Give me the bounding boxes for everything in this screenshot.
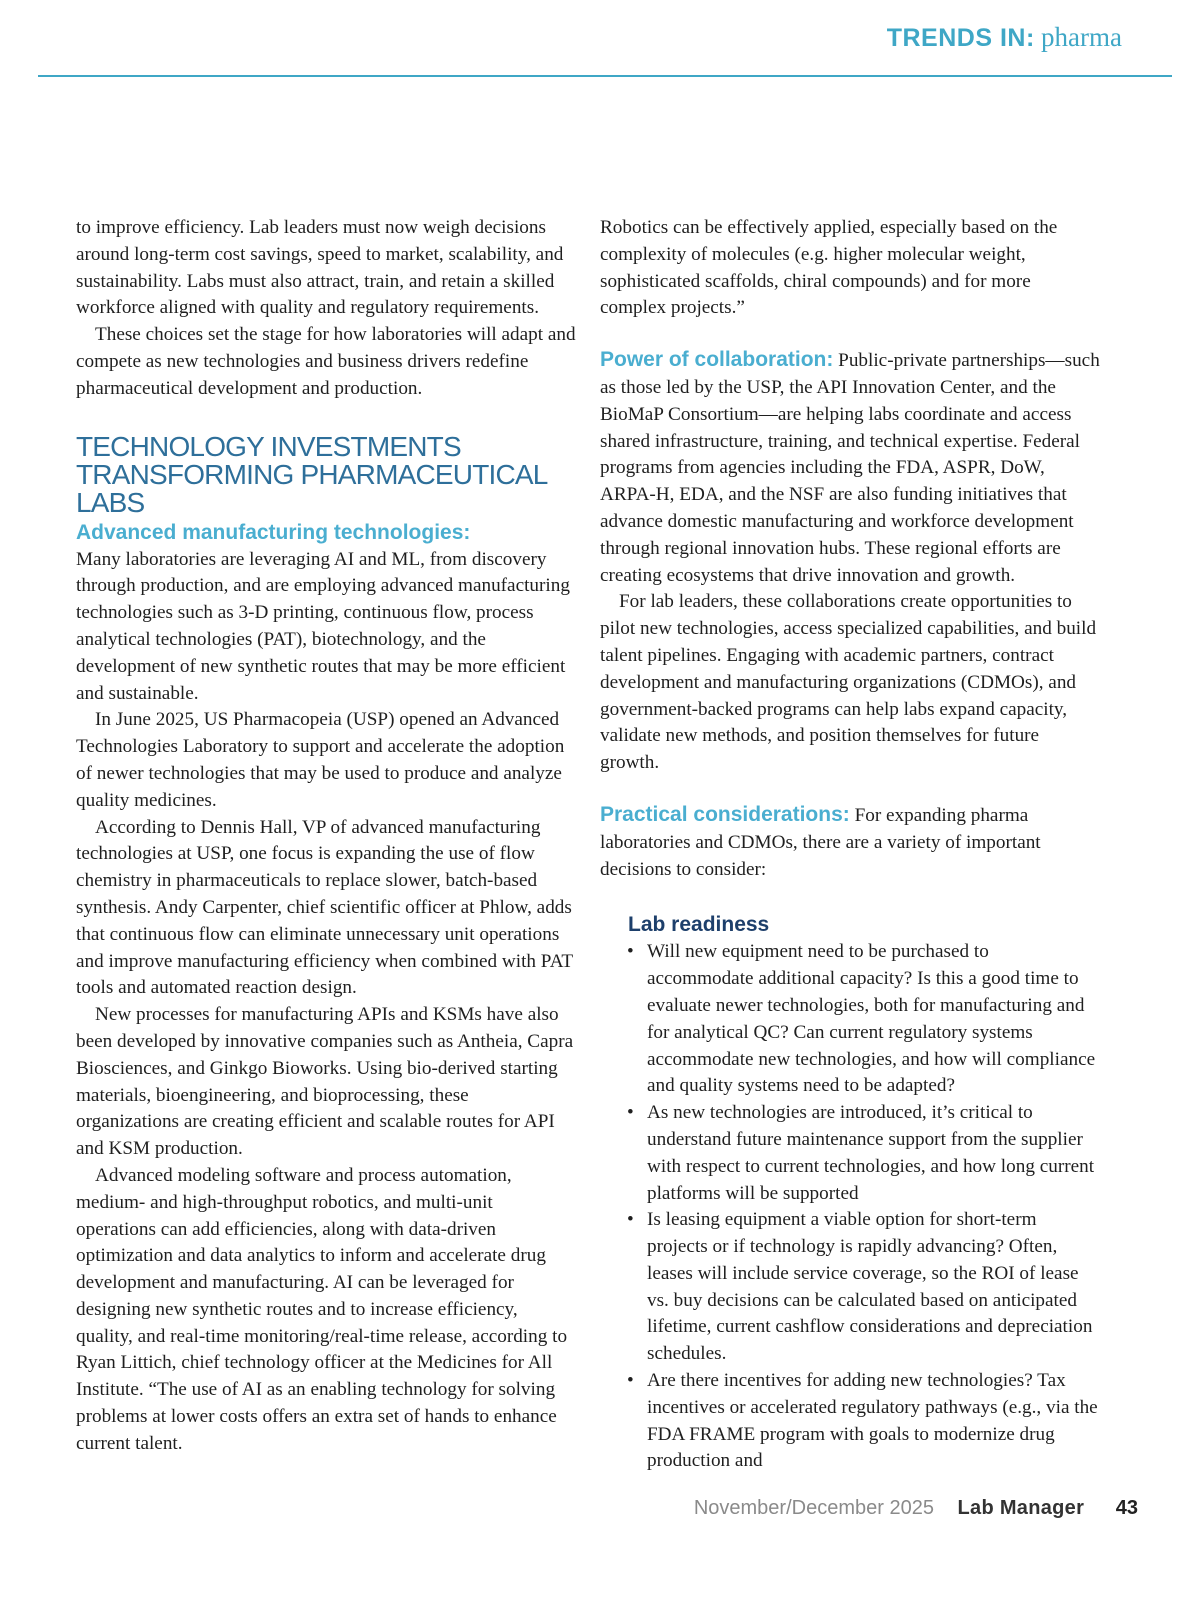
section-label-topic: pharma (1041, 22, 1122, 52)
subsection-heading: Power of collaboration: (600, 348, 834, 372)
body-paragraph: These choices set the stage for how laboratories will adapt and compete as new technologies and business drivers redefine pharmaceutical development and production. (76, 324, 576, 399)
section-label-lead: TRENDS IN: (886, 24, 1035, 52)
lab-readiness-heading: Lab readiness (628, 913, 770, 937)
list-item: • Are there incentives for adding new technologies? Tax incentives or accelerated regulatory pathways (e.g., via the FDA FRAME program with goals to modernize drug production and (647, 1368, 1100, 1475)
left-column (76, 215, 576, 1458)
list-item: • Will new equipment need to be purchased to accommodate additional capacity? Is this a good time to evaluate newer technologies, both for manufacturing and for analytical QC? Can current regulatory systems accommodate new technologies, and how will compliance and quality systems need to be adapted? (647, 939, 1100, 1100)
right-column (600, 215, 1100, 1475)
page-footer (694, 1497, 1138, 1520)
list-item: • As new technologies are introduced, it’s critical to understand future maintenance support from the supplier with respect to current technologies, and how long current platforms will be supported (647, 1100, 1100, 1207)
body-paragraph: According to Dennis Hall, VP of advanced manufacturing technologies at USP, one focus is expanding the use of flow chemistry in pharmaceuticals to replace slower, batch-based synthesis. Andy Carpenter, chief scientific officer at Phlow, adds that continuous flow can eliminate unnecessary unit operations and improve manufacturing efficiency when combined with PAT tools and automated reaction design. (76, 816, 573, 999)
section-label (887, 22, 1122, 53)
body-paragraph: Many laboratories are leveraging AI and ML, from discovery through production, and are employing advanced manufacturing technologies such as 3-D printing, continuous flow, process analytical technologies (PAT), biotechnology, and the development of new synthetic routes that may be more efficient and sustainable. (76, 548, 570, 704)
practical-paragraph (600, 802, 1100, 883)
collaboration-paragraph (600, 347, 1100, 589)
issue-date: November/December 2025 (693, 1497, 934, 1519)
section-heading: TECHNOLOGY INVESTMENTS TRANSFORMING PHARMACEUTICAL LABS (76, 430, 547, 518)
lab-readiness-list (600, 939, 1100, 1475)
subsection-heading: Advanced manufacturing technologies: (76, 520, 471, 544)
subsection-heading: Practical considerations: (600, 802, 850, 826)
body-text: Public-private partnerships—such as those led by the USP, the API Innovation Center, and the BioMaP Consortium—are helping labs coordinate and access shared infrastructure, training, and technical expertise. Federal programs from agencies including the FDA, ASPR, DoW, ARPA-H, EDA, and the NSF are also funding initiatives that advance domestic manufacturing and workforce development through regional innovation hubs. These regional efforts are creating ecosystems that drive innovation and growth. (600, 350, 1100, 586)
body-paragraph: New processes for manufacturing APIs and KSMs have also been developed by innovative companies such as Antheia, Capra Biosciences, and Ginkgo Bioworks. Using bio-derived starting materials, bioengineering, and bioprocessing, these organizations are creating efficient and scalable routes for API and KSM production. (76, 1004, 574, 1160)
page-number: 43 (1115, 1497, 1138, 1519)
header-divider (38, 75, 1172, 77)
list-item: • Is leasing equipment a viable option for short-term projects or if technology is rapidly advancing? Often, leases will include service coverage, so the ROI of lease vs. buy decisions can be calculated based on anticipated lifetime, current cashflow considerations and depreciation schedules. (647, 1207, 1100, 1368)
body-text: For expanding pharma laboratories and CDMOs, there are a variety of important decisions to consider: (600, 804, 1041, 880)
body-paragraph: to improve efficiency. Lab leaders must now weigh decisions around long-term cost savings, speed to market, scalability, and sustainability. Labs must also attract, train, and retain a skilled workforce aligned with quality and regulatory requirements. (76, 217, 564, 319)
publication-name: Lab Manager (957, 1497, 1085, 1519)
body-paragraph: For lab leaders, these collaborations create opportunities to pilot new technologies, access specialized capabilities, and build talent pipelines. Engaging with academic partners, contract development and manufacturing organizations (CDMOs), and government-backed programs can help labs expand capacity, validate new methods, and position themselves for future growth. (600, 591, 1097, 774)
body-paragraph: Advanced modeling software and process automation, medium- and high-throughput robotics, and multi-unit operations can add efficiencies, along with data-driven optimization and data analytics to inform and accelerate drug development and manufacturing. AI can be leveraged for designing new synthetic routes and to increase efficiency, quality, and real-time monitoring/real-time release, according to Ryan Littich, chief technology officer at the Medicines for All Institute. “The use of AI as an enabling technology for solving problems at lower costs offers an extra set of hands to enhance current talent. (76, 1164, 568, 1454)
body-paragraph: Robotics can be effectively applied, especially based on the complexity of molecules (e.g. higher molecular weight, sophisticated scaffolds, chiral compounds) and for more complex projects.” (600, 217, 1058, 319)
body-paragraph: In June 2025, US Pharmacopeia (USP) opened an Advanced Technologies Laboratory to support and accelerate the adoption of newer technologies that may be used to produce and analyze quality medicines. (76, 709, 565, 811)
